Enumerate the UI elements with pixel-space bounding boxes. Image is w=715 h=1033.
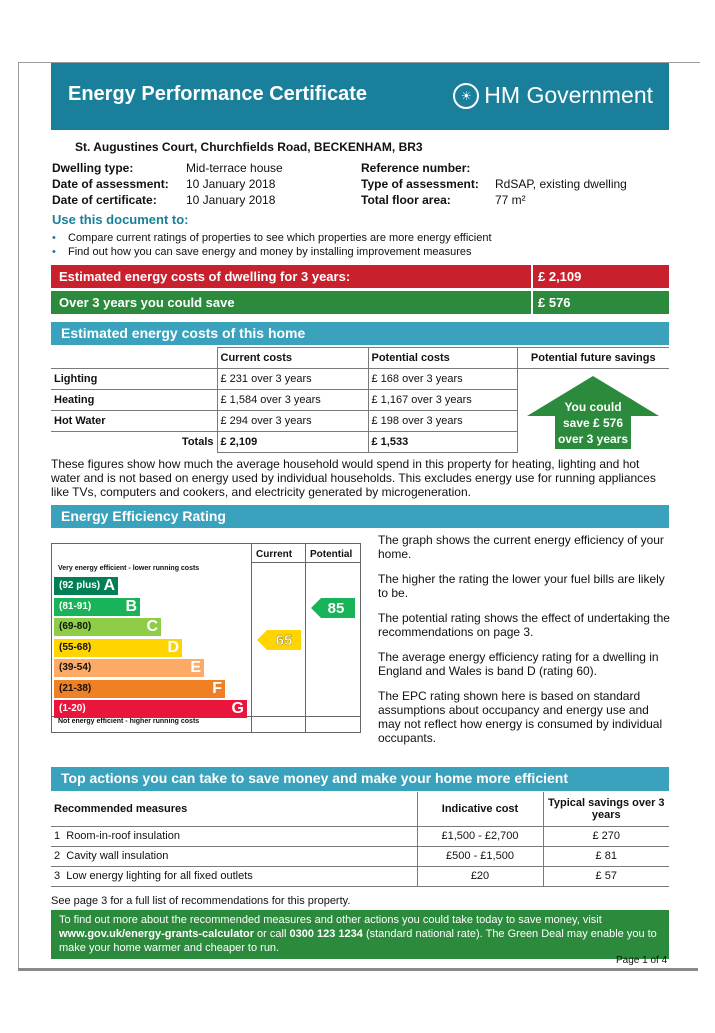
certificate-title: Energy Performance Certificate xyxy=(68,83,368,105)
rating-band-range: (81-91) xyxy=(59,600,92,612)
estimated-cost-value: £ 2,109 xyxy=(538,269,582,284)
table-row: Lighting £ 231 over 3 years £ 168 over 3 years xyxy=(51,369,669,390)
table-row: Heating £ 1,584 over 3 years £ 1,167 over 3 years xyxy=(51,390,669,411)
actions-table xyxy=(51,792,669,887)
current-rating-value: 65 xyxy=(275,632,293,649)
rating-band-e xyxy=(54,659,204,677)
rating-band-range: (39-54) xyxy=(59,662,92,673)
rating-band-letter: F xyxy=(212,679,222,697)
estimated-cost-band xyxy=(51,265,669,288)
floor-area-label: Total floor area: xyxy=(361,193,451,207)
certificate-header xyxy=(51,63,669,130)
savings-arrow-icon xyxy=(525,374,661,450)
potential-rating-arrow xyxy=(311,598,355,618)
use-document-bullets xyxy=(52,231,492,259)
rating-band-letter: B xyxy=(125,597,137,615)
table-header-row xyxy=(51,348,669,369)
current-costs-header: Current costs xyxy=(217,348,368,369)
dwelling-type-label: Dwelling type: xyxy=(52,161,134,175)
rating-band-f xyxy=(54,680,225,698)
could-save-value: £ 576 xyxy=(538,295,571,310)
potential-rating-value: 85 xyxy=(327,600,345,617)
reference-number-label: Reference number: xyxy=(361,161,471,175)
grants-calculator-link[interactable]: www.gov.uk/energy-grants-calculator xyxy=(59,928,254,940)
not-efficient-caption: Not energy efficient - higher running costs xyxy=(58,718,200,725)
assessment-date-label: Date of assessment: xyxy=(52,177,169,191)
rating-band-range: (21-38) xyxy=(59,682,92,694)
hm-government-text: HM Government xyxy=(484,82,653,108)
current-rating-arrow xyxy=(257,630,301,650)
table-header-row xyxy=(51,792,669,826)
actions-section-heading: Top actions you can take to save money and make your home more efficient xyxy=(51,767,669,791)
floor-area-value: 77 m² xyxy=(495,193,526,207)
rating-band-range: (92 plus) xyxy=(59,580,101,591)
could-save-band xyxy=(51,291,669,314)
hm-government-logo xyxy=(453,82,653,109)
efficiency-explanation: The graph shows the current energy efficiency of your home. The higher the rating the lower your fuel bills are likely to be. The potential rating shows the effect of undertaking the recommendations on page 3. The average energy efficiency rating for a dwelling in England and Wales is band D (rating 60). The EPC rating shown here is based on standard assumptions about occupancy and energy use and may not reflect how energy is consumed by individual occupants. xyxy=(378,533,670,745)
rating-band-range: (69-80) xyxy=(59,621,92,632)
page-number: Page 1 of 4 xyxy=(616,955,668,966)
could-save-label: Over 3 years you could save xyxy=(59,295,235,310)
table-row: Hot Water £ 294 over 3 years £ 198 over 3 years xyxy=(51,411,669,432)
dwelling-type-value: Mid-terrace house xyxy=(186,161,283,175)
more-info-box: To find out more about the recommended measures and other actions you could take today to save money, visit www.gov.uk/energy-grants-calculator or call 0300 123 1234 (standard national rate). The Green Deal may enable you to make your home warmer and cheaper to run. xyxy=(51,910,669,959)
potential-column-header: Potential xyxy=(310,549,353,560)
details-right xyxy=(361,160,627,208)
table-row: 3 Low energy lighting for all fixed outlets £20 £ 57 xyxy=(51,866,669,886)
table-row: 1 Room-in-roof insulation £1,500 - £2,700 £ 270 xyxy=(51,826,669,846)
certificate-date-label: Date of certificate: xyxy=(52,193,157,207)
arrow-line-3: over 3 years xyxy=(557,432,629,446)
costs-note: These figures show how much the average household would spend in this property for heating, lighting and hot water and is not based on energy used by individual households. This excludes energy use for running appliances like TVs, computers and cookers, and electricity generated by microgeneration. xyxy=(51,457,656,499)
rating-band-letter: C xyxy=(146,618,158,635)
page-bottom-rule xyxy=(18,968,698,971)
details-left xyxy=(52,160,283,208)
cost-header: Indicative cost xyxy=(417,792,543,826)
future-savings-header: Potential future savings xyxy=(517,348,669,369)
table-row: 2 Cavity wall insulation £500 - £1,500 £ 81 xyxy=(51,846,669,866)
see-page-note: See page 3 for a full list of recommendations for this property. xyxy=(51,895,351,907)
property-address: St. Augustines Court, Churchfields Road, BECKENHAM, BR3 xyxy=(75,140,423,154)
current-column-header: Current xyxy=(256,549,293,560)
assessment-date-value: 10 January 2018 xyxy=(186,177,276,191)
bullet-item: • Find out how you can save energy and money by installing improvement measures xyxy=(52,245,492,259)
rating-band-letter: E xyxy=(190,659,201,676)
use-document-title: Use this document to: xyxy=(52,212,189,227)
phone-number: 0300 123 1234 xyxy=(289,928,363,940)
certificate-date-value: 10 January 2018 xyxy=(186,193,276,207)
totals-row: Totals £ 2,109 £ 1,533 xyxy=(51,432,669,453)
rating-band-range: (1-20) xyxy=(59,703,86,714)
measures-header: Recommended measures xyxy=(51,792,417,826)
crest-icon: ☀ xyxy=(453,83,479,109)
rating-band-letter: A xyxy=(103,577,115,594)
rating-band-d xyxy=(54,639,182,657)
potential-costs-header: Potential costs xyxy=(368,348,517,369)
rating-band-b xyxy=(54,598,140,616)
arrow-line-2: save £ 576 xyxy=(562,416,624,430)
rating-band-range: (55-68) xyxy=(59,641,92,653)
costs-section-heading: Estimated energy costs of this home xyxy=(51,322,669,345)
rating-band-a xyxy=(54,577,118,595)
rating-band-g xyxy=(54,700,247,718)
savings-header: Typical savings over 3 years xyxy=(543,792,669,826)
efficiency-section-heading: Energy Efficiency Rating xyxy=(51,505,669,528)
rating-band-c xyxy=(54,618,161,636)
estimated-cost-label: Estimated energy costs of dwelling for 3 years: xyxy=(59,269,351,284)
rating-band-letter: D xyxy=(167,638,179,656)
rating-band-letter: G xyxy=(231,700,244,717)
bullet-item: • Compare current ratings of properties to see which properties are more energy efficient xyxy=(52,231,492,245)
assessment-type-label: Type of assessment: xyxy=(361,177,479,191)
arrow-line-1: You could xyxy=(564,400,622,414)
assessment-type-value: RdSAP, existing dwelling xyxy=(495,177,627,191)
very-efficient-caption: Very energy efficient - lower running costs xyxy=(58,565,200,572)
